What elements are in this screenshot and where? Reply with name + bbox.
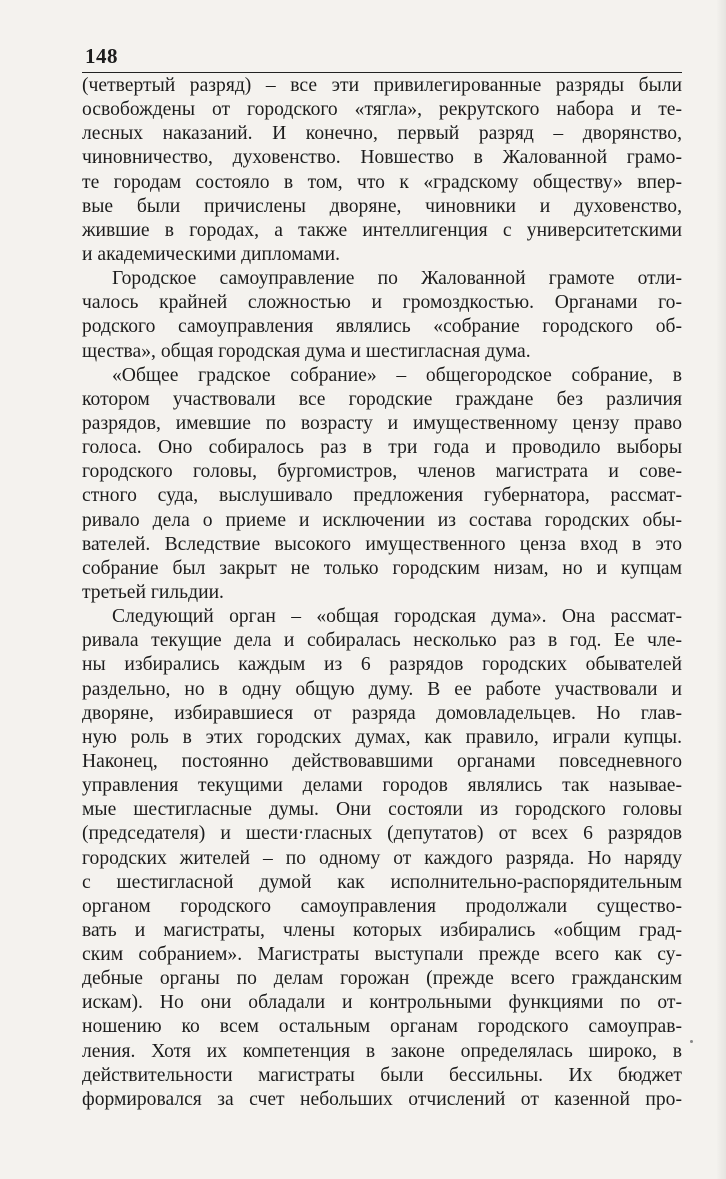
text-line: вателей. Вследствие высокого имущественного ценза вход в это	[82, 533, 682, 555]
text-line: голоса. Оно собиралось раз в три года и проводило выборы	[82, 437, 682, 459]
text-line: ривало дела о приеме и исключении из состава городских обы-	[82, 509, 682, 531]
text-line: чалось крайней сложностью и громоздкостью. Органами го-	[82, 292, 682, 314]
text-line: разрядов, имевшие по возрасту и имущественному цензу право	[82, 412, 682, 434]
text-line: третьей гильдии.	[82, 581, 224, 603]
paragraph	[82, 364, 682, 605]
text-line: стного суда, выслушивало предложения губернатора, рассмат-	[82, 485, 682, 507]
text-line: вые были причислены дворяне, чиновники и духовенство,	[82, 195, 682, 217]
paragraph	[82, 605, 682, 1112]
text-line: (председателя) и шести·гласных (депутатов) от всех 6 разрядов	[82, 823, 682, 845]
text-line: котором участвовали все городские граждане без различия	[82, 388, 682, 410]
body-text	[82, 74, 682, 1112]
text-line: лесных наказаний. И конечно, первый разряд – дворянство,	[82, 123, 682, 145]
text-line: Следующий орган – «общая городская дума». Она рассмат-	[112, 606, 682, 628]
text-line: городского головы, бургомистров, членов магистрата и сове-	[82, 461, 682, 483]
text-line: щества», общая городская дума и шестигласная дума.	[82, 340, 531, 362]
text-line: (четвертый разряд) – все эти привилегированные разряды были	[82, 75, 682, 96]
text-line: ную роль в этих городских думах, как правило, играли купцы.	[82, 726, 682, 748]
page-edge-shadow	[716, 0, 726, 1179]
paragraph	[82, 267, 682, 364]
text-line: дебные органы по делам горожан (прежде всего гражданским	[82, 968, 682, 990]
text-line: раздельно, но в одну общую думу. В ее работе участвовали и	[82, 678, 682, 700]
text-line: ским собранием». Магистраты выступали прежде всего как су-	[82, 944, 682, 966]
text-line: собрание был закрыт не только городским низам, но и купцам	[82, 557, 682, 579]
text-line: те городам состояло в том, что к «градскому обществу» впер-	[82, 171, 682, 193]
text-line: ления. Хотя их компетенция в законе определялась широко, в	[82, 1040, 682, 1062]
text-line: управления текущими делами городов являлись так называе-	[82, 775, 682, 797]
text-line: искам). Но они обладали и контрольными функциями по от-	[82, 992, 682, 1014]
text-line: действительности магистраты были бессильны. Их бюджет	[82, 1064, 682, 1086]
text-line: жившие в городах, а также интеллигенция с университетскими	[82, 219, 682, 241]
text-line: ривала текущие дела и собиралась несколько раз в год. Ее чле-	[82, 630, 682, 652]
text-line: органом городского самоуправления продолжали существо-	[82, 895, 682, 917]
text-line: с шестигласной думой как исполнительно-распорядительным	[82, 871, 682, 893]
paragraph	[82, 74, 682, 267]
text-line: мые шестигласные думы. Они состояли из городского головы	[82, 799, 682, 821]
text-line: и академическими дипломами.	[82, 243, 340, 265]
text-line: вать и магистраты, члены которых избирались «общим град-	[82, 919, 682, 941]
text-line: освобождены от городского «тягла», рекрутского набора и те-	[82, 99, 682, 121]
page-number: 148	[85, 44, 118, 68]
text-line: ношению ко всем остальным органам городского самоуправ-	[82, 1016, 682, 1038]
text-line: чиновничество, духовенство. Новшество в Жалованной грамо-	[82, 147, 682, 169]
text-line: городских жителей – по одному от каждого разряда. Но наряду	[82, 847, 682, 869]
text-line: дворяне, избиравшиеся от разряда домовладельцев. Но глав-	[82, 702, 682, 724]
paper-speck	[690, 1040, 693, 1043]
text-line: Городское самоуправление по Жалованной грамоте отли-	[112, 268, 682, 290]
text-line: формировался за счет небольших отчислений от казенной про-	[82, 1088, 682, 1110]
text-line: «Общее градское собрание» – общегородское собрание, в	[112, 364, 682, 386]
text-line: Наконец, постоянно действовавшими органами повседневного	[82, 750, 682, 772]
header-rule	[82, 72, 682, 73]
text-line: родского самоуправления являлись «собрание городского об-	[82, 316, 682, 338]
text-line: ны избирались каждым из 6 разрядов городских обывателей	[82, 654, 682, 676]
